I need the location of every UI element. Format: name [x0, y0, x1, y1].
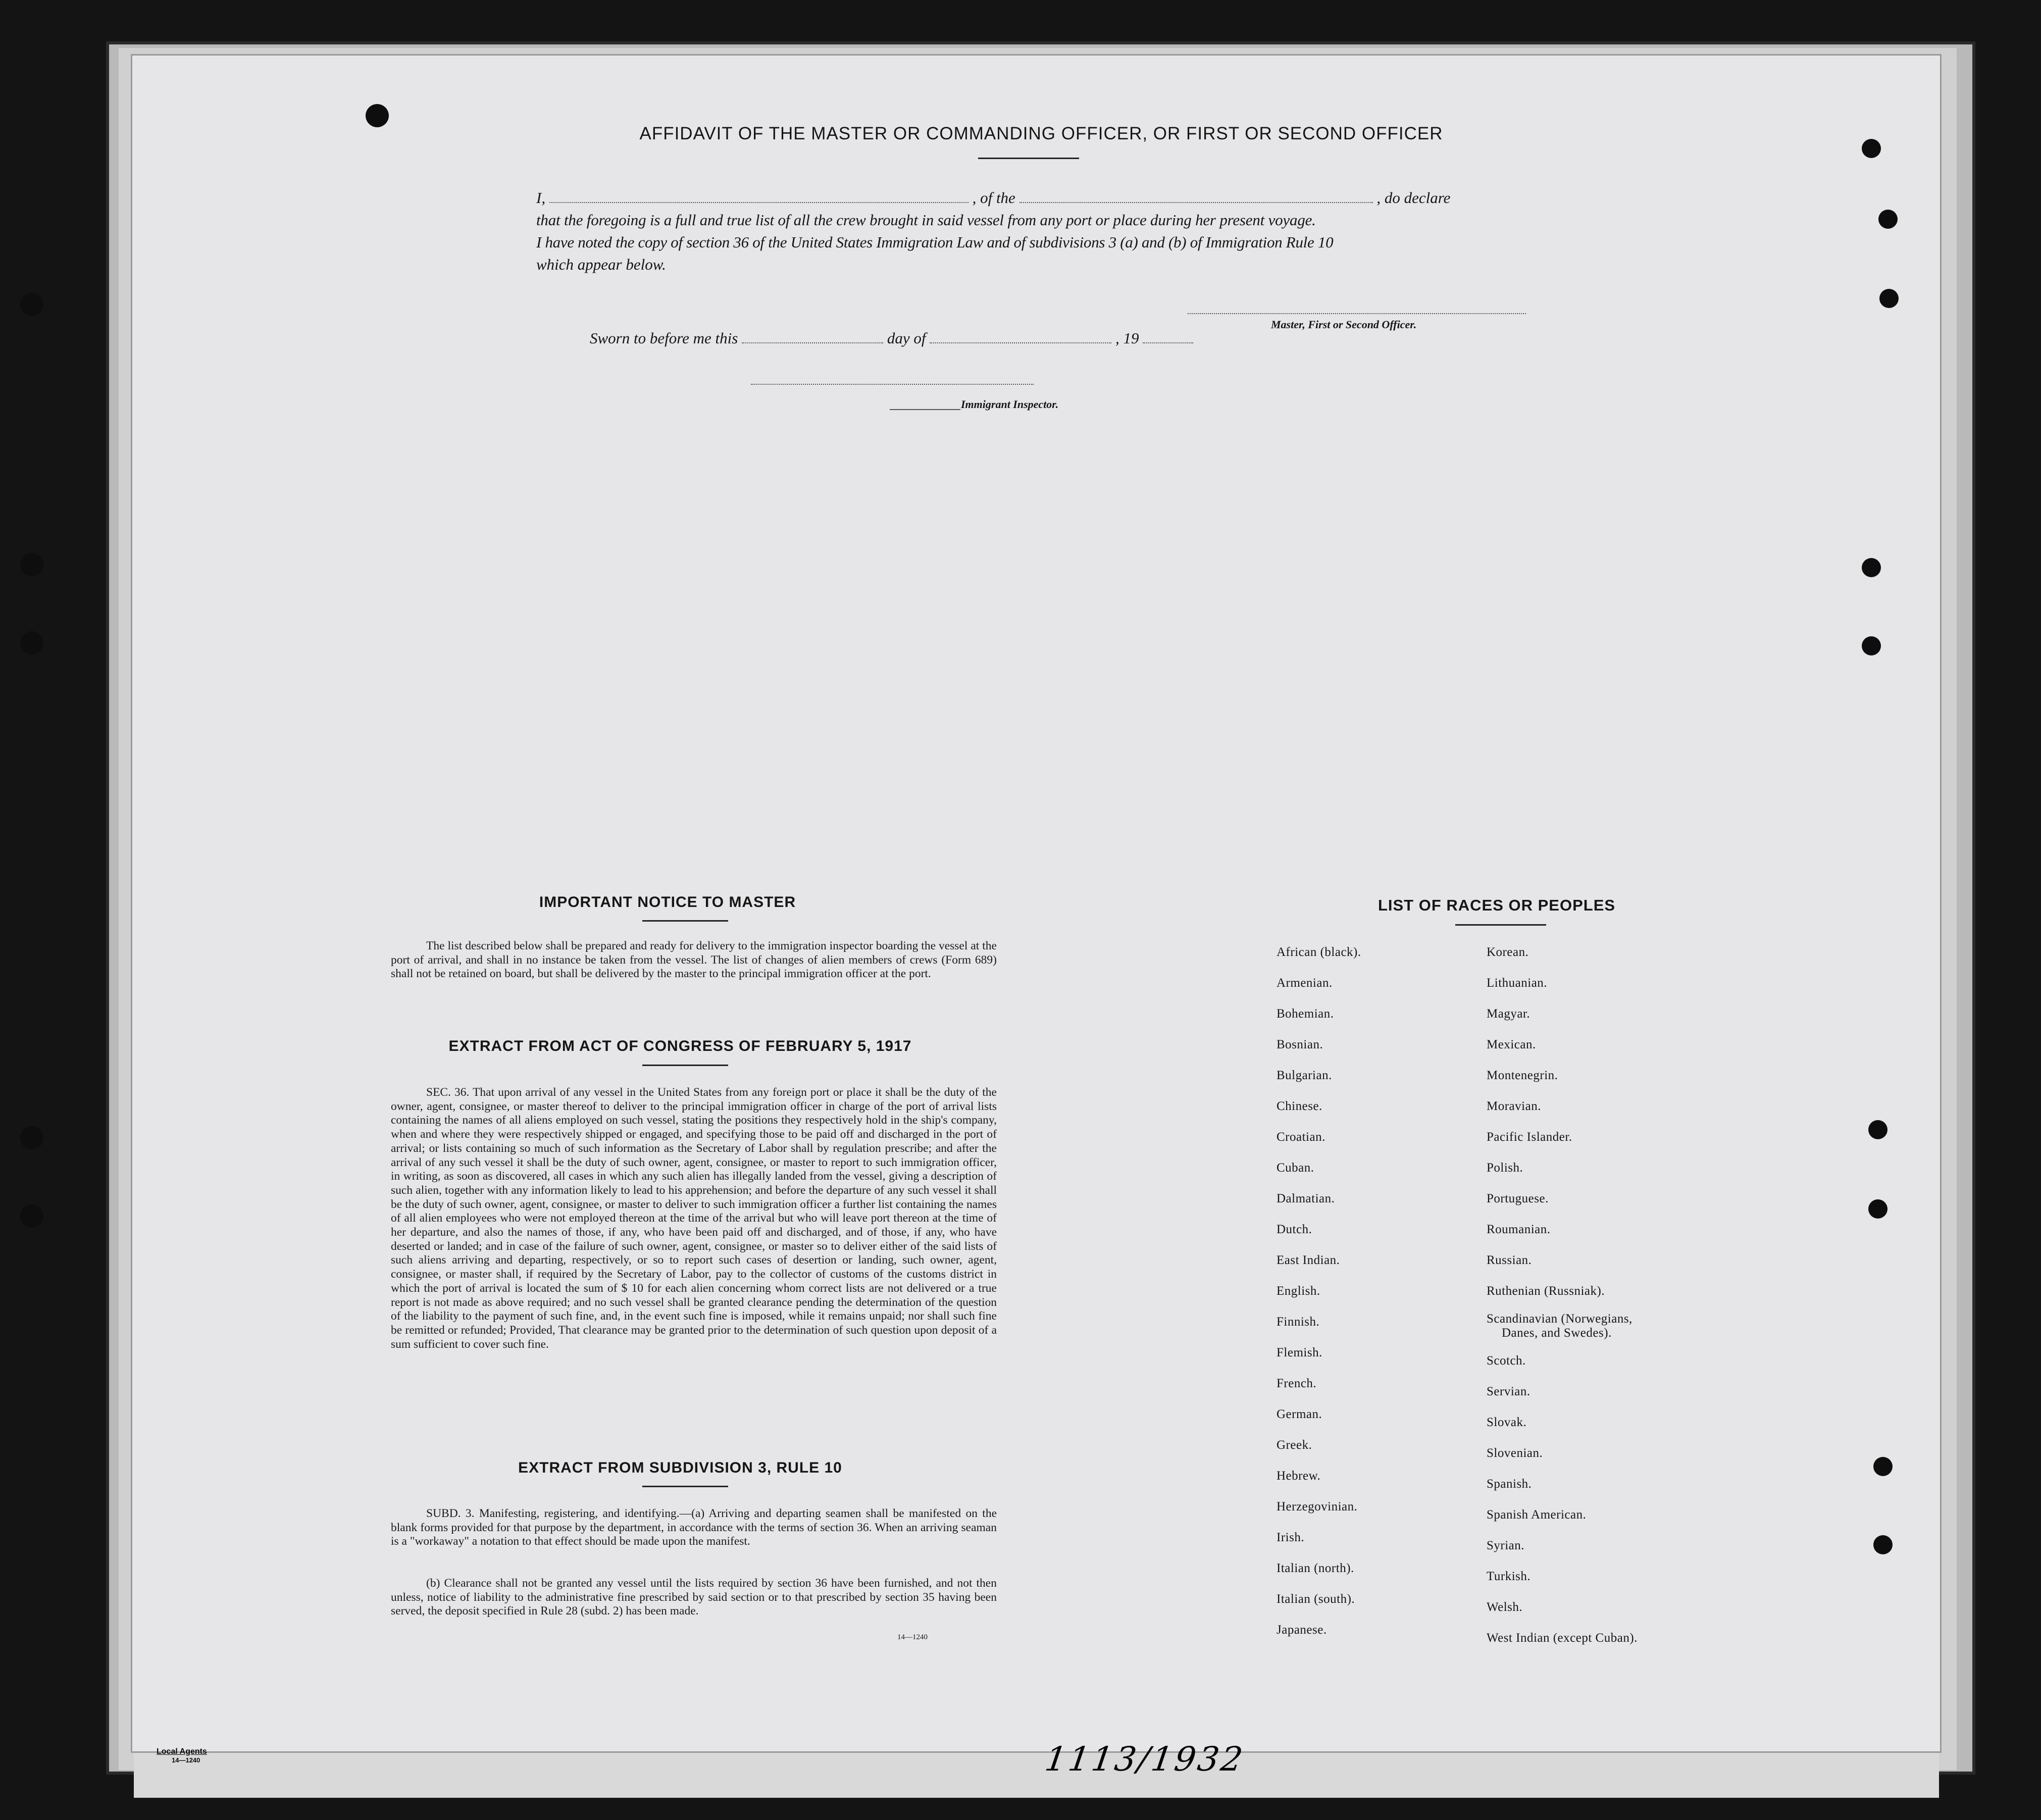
punch-hole: [1879, 289, 1899, 308]
race-item: Magyar.: [1487, 1007, 1530, 1021]
inspector-caption: Immigrant Inspector.: [961, 398, 1059, 411]
race-item: French.: [1277, 1377, 1317, 1390]
race-item: Moravian.: [1487, 1099, 1541, 1113]
stub-label: Local Agents: [157, 1747, 207, 1756]
race-item: Bulgarian.: [1277, 1069, 1332, 1082]
race-item: Scotch.: [1487, 1354, 1526, 1368]
punch-hole: [1868, 1120, 1887, 1139]
race-item: Montenegrin.: [1487, 1069, 1558, 1082]
affidavit-title: AFFIDAVIT OF THE MASTER OR COMMANDING OFFICER, OR FIRST OR SECOND OFFICER: [639, 124, 1443, 143]
affidavit-text: [536, 187, 1541, 276]
affidavit-line-3: I have noted the copy of section 36 of the United States Immigration Law and of subdivisions 3 (a) and (b) of Immigration Rule 10: [536, 233, 1334, 251]
affidavit-declare: , do declare: [1376, 189, 1451, 207]
subdivision-3b-text: (b) Clearance shall not be granted any vessel until the lists required by section 36 have been furnished, and not then unless, notice of liability to the administrative fine prescribed by said section or to that prescribed by section 35 having been served, the deposit specified in Rule 28 (subd. 2) has been made.: [391, 1577, 997, 1618]
race-item: Mexican.: [1487, 1038, 1536, 1051]
sworn-prefix: Sworn to before me this: [590, 329, 738, 347]
section-36-text: SEC. 36. That upon arrival of any vessel in the United States from any foreign port or place it shall be the duty of the owner, agent, consignee, or master thereof to deliver to the principal immigration officer in charge of the port of arrival lists containing the names of all aliens employed on such vessel, stating the positions they respectively hold in the ship's company, when and where they were respectively shipped or engaged, and specifying those to be paid off and discharged in the port of arrival; or lists containing so much of such information as the Secretary of Labor shall by regulation prescribe; and after the arrival of any such vessel it shall be the duty of such owner, agent, consignee, or master to report to such immigration officer, in writing, as soon as discovered, all cases in which any such alien has illegally landed from the vessel, giving a description of such alien, together with any information likely to lead to his apprehension; and before the departure of any such vessel it shall be the duty of such owner, agent, consignee, or master to deliver to such immigration officer a further list containing the names of all alien employees who were not employed thereon at the time of the arrival but who will leave port thereon at the time of her departure, and also the names of those, if any, who have been paid off and discharged, and of those, if any, who have deserted or landed; and in case of the failure of such owner, agent, consignee, or master so to deliver either of the said lists of such aliens arriving and departing, respectively, or so to report such cases of desertion or landing, such owner, agent, consignee, or master shall, if required by the Secretary of Labor, pay to the collector of customs of the customs district in which the port of arrival is located the sum of $ 10 for each alien concerning whom correct lists are not delivered or a true report is not made as above required; and no such vessel shall be granted clearance pending the determination of the question of the liability to the payment of such fine, and, in the event such fine is imposed, while it remains unpaid; nor shall such fine be remitted or refunded; Provided, That clearance may be granted prior to the determination of such question upon deposit of a sum sufficient to cover such fine.: [391, 1086, 997, 1351]
rule-extract-underline: [642, 1486, 728, 1487]
race-item: Korean.: [1487, 945, 1529, 959]
race-item: Portuguese.: [1487, 1192, 1549, 1205]
punch-hole: [366, 104, 389, 127]
subdivision-3a-text: SUBD. 3. Manifesting, registering, and identifying.—(a) Arriving and departing seamen shall be manifested on the blank forms provided for that purpose by the department, in accordance with the terms of section 36. When an arriving seaman is a "workaway" a notation to that effect should be made upon the manifest.: [391, 1507, 997, 1548]
act-extract-underline: [642, 1065, 728, 1066]
race-item: Polish.: [1487, 1161, 1523, 1175]
notice-text: The list described below shall be prepared and ready for delivery to the immigration inspector boarding the vessel at the port of arrival, and shall in no instance be taken from the vessel. The list of changes of alien members of crews (Form 689) shall not be retained on board, but shall be delivered by the master to the principal immigration officer at the port.: [391, 939, 997, 981]
act-extract-title: EXTRACT FROM ACT OF CONGRESS OF FEBRUARY 5, 1917: [448, 1038, 912, 1054]
race-item: Bohemian.: [1277, 1007, 1334, 1021]
race-item: West Indian (except Cuban).: [1487, 1631, 1638, 1645]
punch-hole: [1862, 636, 1881, 655]
name-blank: [549, 202, 968, 203]
affidavit-i: I,: [536, 189, 546, 207]
day-blank: [742, 342, 883, 343]
race-item: Danes, and Swedes).: [1502, 1326, 1612, 1340]
race-item: Italian (north).: [1277, 1561, 1354, 1575]
races-underline: [1455, 924, 1546, 926]
race-item: Turkish.: [1487, 1570, 1531, 1583]
manifest-page: [132, 56, 1940, 1751]
race-item: Armenian.: [1277, 976, 1333, 990]
sworn-line: [590, 329, 1193, 347]
form-number: 14—1240: [897, 1633, 928, 1641]
punch-hole: [1862, 558, 1881, 577]
race-item: Herzegovinian.: [1277, 1500, 1358, 1513]
race-item: Lithuanian.: [1487, 976, 1548, 990]
race-item: Italian (south).: [1277, 1592, 1355, 1606]
race-item: Finnish.: [1277, 1315, 1320, 1329]
punch-hole: [1862, 139, 1881, 158]
affidavit-line-4: which appear below.: [536, 256, 666, 273]
title-underline: [978, 158, 1079, 159]
race-item: Syrian.: [1487, 1539, 1525, 1552]
race-item: Roumanian.: [1487, 1223, 1551, 1236]
master-signature-line: [1188, 313, 1526, 314]
race-item: Flemish.: [1277, 1346, 1322, 1359]
race-item: Chinese.: [1277, 1099, 1322, 1113]
race-item: Japanese.: [1277, 1623, 1327, 1637]
races-title: LIST OF RACES OR PEOPLES: [1377, 896, 1616, 914]
race-item: Pacific Islander.: [1487, 1130, 1572, 1144]
race-item: Croatian.: [1277, 1130, 1325, 1144]
local-agents-stub: [157, 1747, 348, 1783]
race-item: Ruthenian (Russniak).: [1487, 1284, 1605, 1298]
notice-title: IMPORTANT NOTICE TO MASTER: [539, 894, 796, 911]
inspector-signature-line: [751, 384, 1034, 385]
affidavit-line-1: [536, 187, 1541, 209]
punch-hole: [20, 1126, 43, 1149]
race-item: Scandinavian (Norwegians,: [1487, 1312, 1632, 1326]
race-item: German.: [1277, 1407, 1322, 1421]
year-blank: [1143, 342, 1193, 343]
race-item: Slovenian.: [1487, 1446, 1543, 1460]
race-item: East Indian.: [1277, 1253, 1340, 1267]
race-item: Spanish.: [1487, 1477, 1532, 1491]
vessel-blank: [1019, 202, 1373, 203]
punch-hole: [1868, 1199, 1887, 1219]
stub-number: 14—1240: [172, 1756, 200, 1764]
punch-hole: [20, 631, 43, 654]
punch-hole: [1873, 1535, 1893, 1554]
sworn-day-of: day of: [887, 329, 926, 347]
race-item: Irish.: [1277, 1531, 1305, 1544]
notice-underline: [642, 920, 728, 922]
race-item: Cuban.: [1277, 1161, 1314, 1175]
bottom-stub-strip: [134, 1752, 1939, 1798]
punch-hole: [1873, 1457, 1893, 1476]
punch-hole: [20, 1204, 43, 1228]
affidavit-of-the: , of the: [972, 189, 1015, 207]
punch-hole: [20, 553, 43, 576]
inspector-caption-line: [890, 409, 960, 410]
rule-extract-title: EXTRACT FROM SUBDIVISION 3, RULE 10: [518, 1459, 842, 1476]
month-blank: [930, 342, 1111, 343]
race-item: Slovak.: [1487, 1415, 1527, 1429]
master-signature-caption: Master, First or Second Officer.: [1271, 318, 1417, 331]
race-item: Bosnian.: [1277, 1038, 1323, 1051]
sworn-year: , 19: [1115, 329, 1139, 347]
race-item: Servian.: [1487, 1385, 1530, 1398]
punch-hole: [20, 293, 43, 316]
race-item: Dalmatian.: [1277, 1192, 1335, 1205]
race-item: Welsh.: [1487, 1600, 1523, 1614]
handwritten-date: 1113/1932: [1042, 1740, 1247, 1779]
race-item: Hebrew.: [1277, 1469, 1321, 1483]
affidavit-line-2: that the foregoing is a full and true list of all the crew brought in said vessel from any port or place during her present voyage.: [536, 211, 1316, 229]
race-item: African (black).: [1277, 945, 1361, 959]
punch-hole: [1878, 210, 1898, 229]
race-item: English.: [1277, 1284, 1320, 1298]
race-item: Russian.: [1487, 1253, 1532, 1267]
race-item: Spanish American.: [1487, 1508, 1587, 1522]
race-item: Dutch.: [1277, 1223, 1312, 1236]
race-item: Greek.: [1277, 1438, 1312, 1452]
